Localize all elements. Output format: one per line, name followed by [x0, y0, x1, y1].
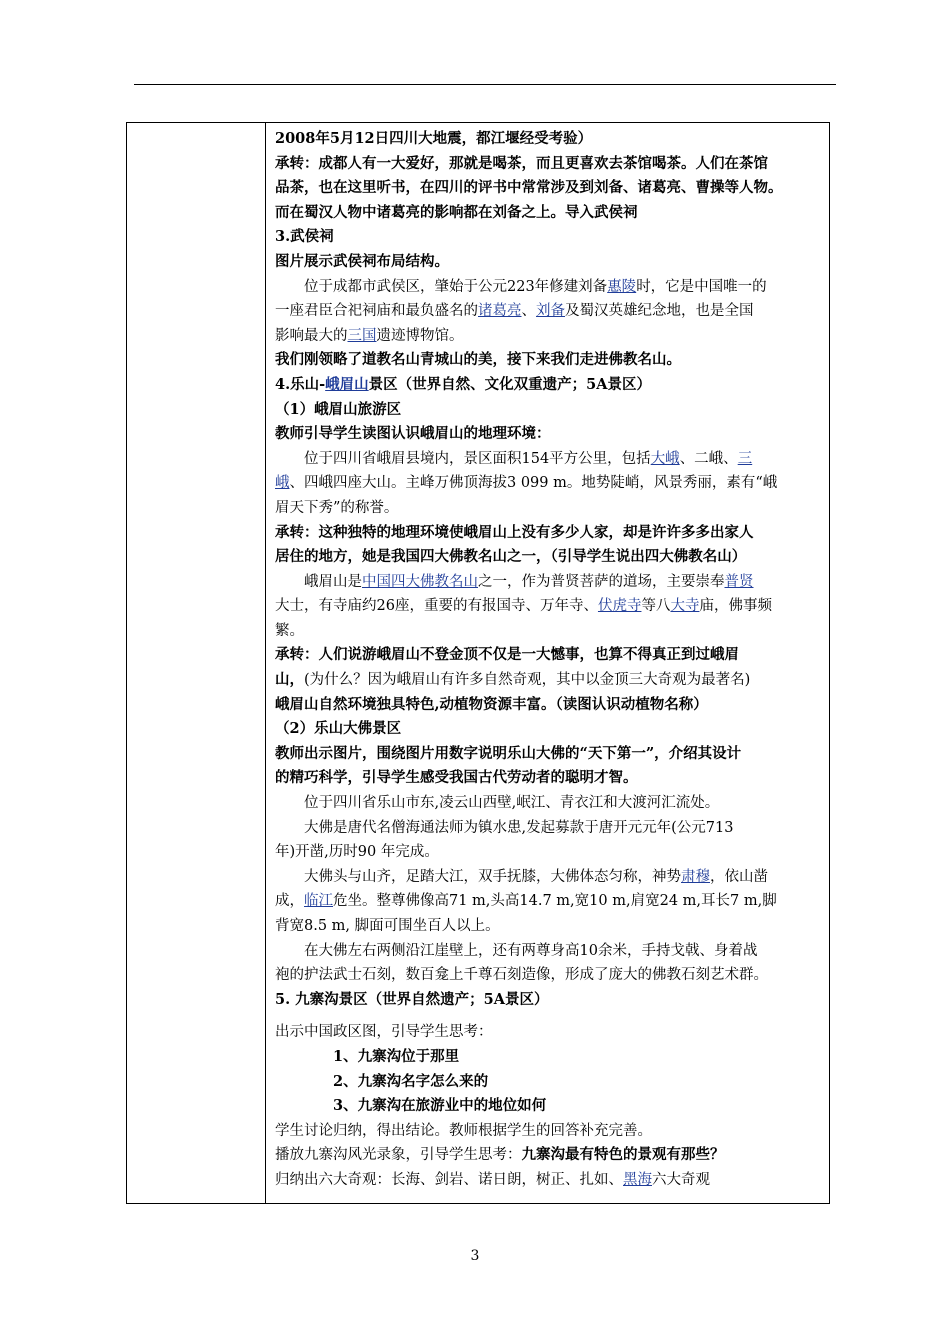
text-run: 遗迹博物馆。 — [376, 327, 464, 344]
text-line — [275, 275, 827, 300]
text-run: 危坐。整尊佛像高71 m,头高14.7 m,宽10 m,肩宽24 m,耳长7 m,脚 — [333, 893, 777, 910]
text-run: 、 — [521, 303, 536, 320]
text-run: 学生讨论归纳，得出结论。教师根据学生的回答补充完善。 — [275, 1122, 652, 1139]
text-run: 、四峨四座大山。主峰万佛顶海拔3 099 m。地势陡峭，风景秀丽，素有“峨 — [289, 475, 778, 492]
hyperlink[interactable]: 大峨 — [650, 450, 680, 467]
text-run: 承转：成都人有一大爱好，那就是喝茶，而且更喜欢去茶馆喝茶。人们在茶馆 — [275, 154, 768, 172]
text-line — [275, 176, 827, 201]
text-line — [275, 963, 827, 988]
text-run: 2、九寨沟名字怎么来的 — [333, 1072, 489, 1090]
hyperlink[interactable]: 大寺 — [670, 598, 700, 615]
text-line — [275, 1119, 827, 1144]
text-line — [275, 152, 827, 177]
text-line — [275, 594, 827, 619]
text-run: ，依山凿 — [710, 868, 768, 885]
text-run: 居住的地方，她是我国四大佛教名山之一，（引导学生说出四大佛教名山） — [275, 548, 747, 566]
text-run: 教师引导学生读图认识峨眉山的地理环境： — [275, 425, 551, 443]
text-line — [275, 1045, 827, 1070]
text-line — [275, 988, 827, 1013]
text-run: 播放九寨沟风光录象，引导学生思考： — [275, 1147, 522, 1164]
text-run: 影响最大的 — [275, 327, 348, 344]
text-line — [275, 398, 827, 423]
text-run: 承转：这种独特的地理环境使峨眉山上没有多少人家，却是许许多多出家人 — [275, 523, 754, 541]
text-line — [275, 1020, 827, 1045]
text-line — [275, 914, 827, 939]
text-line — [275, 373, 827, 398]
text-run: 时，它是中国唯一的 — [636, 278, 767, 295]
text-line — [275, 225, 827, 250]
text-line — [275, 865, 827, 890]
text-line — [275, 939, 827, 964]
text-run: 归纳出六大奇观：长海、剑岩、诺日朗，树正、扎如、 — [275, 1171, 623, 1188]
text-run: (为什么？因为峨眉山有许多自然奇观，其中以金顶三大奇观为最著名) — [304, 672, 751, 689]
text-run: 出示中国政区图，引导学生思考： — [275, 1024, 493, 1041]
text-run: 位于四川省峨眉县境内，景区面积154平方公里，包括 — [304, 450, 651, 467]
text-run: 山， — [275, 671, 304, 689]
lesson-table — [126, 122, 830, 1204]
hyperlink[interactable]: 惠陵 — [607, 278, 637, 295]
text-line — [275, 299, 827, 324]
text-run: 之一，作为普贤菩萨的道场，主要崇奉 — [478, 573, 725, 590]
text-run: 3.武侯祠 — [275, 228, 334, 246]
text-line — [275, 1070, 827, 1095]
text-run: 我们刚领略了道教名山青城山的美，接下来我们走进佛教名山。 — [275, 351, 681, 369]
left-column-cell — [127, 123, 265, 1203]
hyperlink[interactable]: 肃穆 — [681, 868, 710, 885]
text-run: 六大奇观 — [652, 1171, 710, 1188]
text-line — [275, 496, 827, 521]
hyperlink[interactable]: 三 — [737, 450, 753, 467]
text-run: 、二峨、 — [679, 450, 738, 467]
text-line — [275, 889, 827, 914]
text-line — [275, 422, 827, 447]
text-run: 一座君臣合祀祠庙和最负盛名的 — [275, 303, 478, 320]
text-line — [275, 471, 827, 496]
text-run: 庙，佛事频 — [699, 598, 772, 615]
hyperlink[interactable]: 三国 — [347, 327, 377, 344]
text-run: （1）峨眉山旅游区 — [275, 400, 402, 418]
hyperlink[interactable]: 伏虎寺 — [597, 598, 642, 615]
text-run: 大佛是唐代名僧海通法师为镇水患,发起募款于唐开元元年(公元713 — [304, 819, 734, 836]
text-line — [275, 791, 827, 816]
hyperlink[interactable]: 诸葛亮 — [478, 303, 522, 320]
text-run: 年)开凿,历时90 年完成。 — [275, 844, 439, 861]
text-line — [275, 619, 827, 644]
text-line — [275, 570, 827, 595]
text-line — [275, 742, 827, 767]
text-run: 背宽8.5 m, 脚面可围坐百人以上。 — [275, 918, 500, 934]
text-run: 的精巧科学，引导学生感受我国古代劳动者的聪明才智。 — [275, 769, 638, 787]
text-run: （2）乐山大佛景区 — [275, 720, 402, 738]
hyperlink[interactable]: 中国四大佛教名山 — [362, 573, 478, 590]
text-line — [275, 816, 827, 841]
text-run: 及蜀汉英雄纪念地，也是全国 — [565, 303, 754, 320]
text-run: 繁。 — [275, 622, 304, 639]
hyperlink[interactable]: 峨 — [275, 475, 290, 492]
text-line — [275, 693, 827, 718]
text-run: 承转：人们说游峨眉山不登金顶不仅是一大憾事，也算不得真正到过峨眉 — [275, 646, 739, 664]
text-line — [275, 1168, 827, 1193]
text-run: 4.乐山- — [275, 375, 326, 393]
text-run: 在大佛左右两侧沿江崖壁上，还有两尊身高10余米，手持戈戟、身着战 — [304, 942, 758, 959]
text-run: 成， — [275, 893, 304, 910]
text-run: 品茶，也在这里听书，在四川的评书中常常涉及到刘备、诸葛亮、曹操等人物。 — [275, 179, 783, 197]
text-run: 景区（世界自然、文化双重遗产；5A景区） — [368, 375, 651, 393]
text-run: 而在蜀汉人物中诸葛亮的影响都在刘备之上。导入武侯祠 — [275, 203, 638, 221]
text-run: 1、九寨沟位于那里 — [333, 1047, 460, 1065]
text-line — [275, 127, 827, 152]
text-run: 3、九寨沟在旅游业中的地位如何 — [333, 1097, 547, 1115]
lesson-content-cell — [275, 127, 827, 1193]
paragraph-gap — [275, 1012, 827, 1020]
hyperlink[interactable]: 峨眉山 — [325, 375, 369, 393]
text-line — [275, 668, 827, 693]
text-line — [275, 545, 827, 570]
text-run: 位于成都市武侯区，肇始于公元223年修建刘备 — [304, 278, 608, 295]
text-line — [275, 766, 827, 791]
hyperlink[interactable]: 黑海 — [623, 1171, 652, 1188]
hyperlink[interactable]: 普贤 — [724, 573, 754, 590]
text-line — [275, 201, 827, 226]
text-line — [275, 643, 827, 668]
page-number: 3 — [470, 1248, 480, 1264]
hyperlink[interactable]: 临江 — [304, 893, 333, 910]
text-run: 大士，有寺庙约26座，重要的有报国寺、万年寺、 — [275, 598, 598, 615]
text-run: 峨眉山是 — [304, 573, 362, 590]
text-run: 袍的护法武士石刻，数百龛上千尊石刻造像，形成了庞大的佛教石刻艺术群。 — [275, 967, 768, 984]
text-run: 九寨沟最有特色的景观有那些？ — [521, 1146, 725, 1164]
text-run: 5. 九寨沟景区（世界自然遗产；5A景区） — [275, 990, 549, 1008]
text-run: 教师出示图片，围绕图片用数字说明乐山大佛的“天下第一”，介绍其设计 — [275, 744, 742, 762]
text-line — [275, 324, 827, 349]
text-run: 位于四川省乐山市东,凌云山西壁,岷江、青衣江和大渡河汇流处。 — [304, 795, 720, 812]
text-run: 眉天下秀”的称誉。 — [275, 499, 399, 516]
text-line — [275, 1094, 827, 1119]
text-line — [275, 717, 827, 742]
text-line — [275, 447, 827, 472]
text-run: 2008年5月12日四川大地震，都江堰经受考验） — [275, 130, 593, 147]
column-divider — [265, 123, 266, 1203]
text-run: 峨眉山自然环境独具特色,动植物资源丰富。（读图认识动植物名称） — [275, 695, 708, 713]
text-line — [275, 1143, 827, 1168]
text-line — [275, 521, 827, 546]
text-run: 等八 — [641, 598, 671, 615]
text-run: 大佛头与山齐，足踏大江，双手抚膝，大佛体态匀称，神势 — [304, 868, 681, 885]
text-line — [275, 840, 827, 865]
header-rule — [134, 84, 836, 85]
text-run: 图片展示武侯祠布局结构。 — [275, 252, 449, 270]
hyperlink[interactable]: 刘备 — [536, 303, 565, 320]
text-line — [275, 348, 827, 373]
text-line — [275, 250, 827, 275]
